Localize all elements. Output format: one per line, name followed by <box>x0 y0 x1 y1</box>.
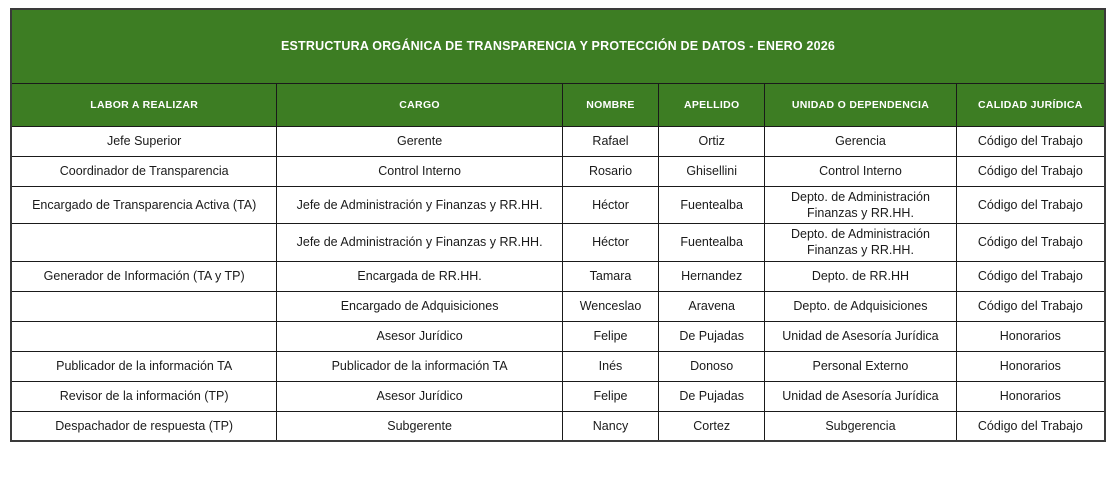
table-cell: Código del Trabajo <box>956 224 1105 262</box>
table-cell: Código del Trabajo <box>956 126 1105 156</box>
table-cell: Jefe de Administración y Finanzas y RR.HH. <box>277 224 563 262</box>
table-cell: Jefe de Administración y Finanzas y RR.HH. <box>277 186 563 224</box>
table-cell: Código del Trabajo <box>956 261 1105 291</box>
table-cell: Honorarios <box>956 351 1105 381</box>
table-cell: Gerencia <box>765 126 956 156</box>
table-cell: Donoso <box>659 351 765 381</box>
table-cell: Héctor <box>562 224 658 262</box>
column-header-calidad-juridica: CALIDAD JURÍDICA <box>956 83 1105 126</box>
table-row <box>11 351 1105 381</box>
column-header-nombre: NOMBRE <box>562 83 658 126</box>
table-cell: Wenceslao <box>562 291 658 321</box>
table-row <box>11 156 1105 186</box>
table-cell: Fuentealba <box>659 186 765 224</box>
table-cell: Ortiz <box>659 126 765 156</box>
table-cell: Personal Externo <box>765 351 956 381</box>
table-row <box>11 126 1105 156</box>
table-row <box>11 321 1105 351</box>
table-cell: Unidad de Asesoría Jurídica <box>765 321 956 351</box>
table-cell: Rafael <box>562 126 658 156</box>
table-cell: Asesor Jurídico <box>277 381 563 411</box>
table-cell: Código del Trabajo <box>956 186 1105 224</box>
table-cell: Depto. de RR.HH <box>765 261 956 291</box>
table-cell: Subgerente <box>277 411 563 441</box>
table-cell: Despachador de respuesta (TP) <box>11 411 277 441</box>
table-cell: Coordinador de Transparencia <box>11 156 277 186</box>
table-cell: Rosario <box>562 156 658 186</box>
table-cell: Publicador de la información TA <box>277 351 563 381</box>
table-cell: Código del Trabajo <box>956 291 1105 321</box>
table-cell: Código del Trabajo <box>956 156 1105 186</box>
header-row <box>11 83 1105 126</box>
table-cell: Asesor Jurídico <box>277 321 563 351</box>
table-cell: Felipe <box>562 381 658 411</box>
table-cell: Subgerencia <box>765 411 956 441</box>
table-cell: Publicador de la información TA <box>11 351 277 381</box>
column-header-labor-a-realizar: LABOR A REALIZAR <box>11 83 277 126</box>
table-cell: Código del Trabajo <box>956 411 1105 441</box>
table-cell: Jefe Superior <box>11 126 277 156</box>
column-header-unidad-o-dependencia: UNIDAD O DEPENDENCIA <box>765 83 956 126</box>
table-cell: Héctor <box>562 186 658 224</box>
table-cell: Honorarios <box>956 321 1105 351</box>
table-cell: Nancy <box>562 411 658 441</box>
table-row <box>11 224 1105 262</box>
table-cell: Aravena <box>659 291 765 321</box>
table-row <box>11 261 1105 291</box>
table-cell: Control Interno <box>277 156 563 186</box>
table-row <box>11 411 1105 441</box>
table-cell: De Pujadas <box>659 321 765 351</box>
table-row <box>11 291 1105 321</box>
table-cell: Depto. de Administración Finanzas y RR.HH. <box>765 224 956 262</box>
table-cell: Fuentealba <box>659 224 765 262</box>
table-row <box>11 381 1105 411</box>
table-cell: Inés <box>562 351 658 381</box>
table-cell <box>11 224 277 262</box>
org-structure-table <box>10 8 1106 442</box>
column-header-cargo: CARGO <box>277 83 563 126</box>
table-cell <box>11 291 277 321</box>
table-cell: Depto. de Administración Finanzas y RR.HH. <box>765 186 956 224</box>
table-cell: Gerente <box>277 126 563 156</box>
table-cell: Hernandez <box>659 261 765 291</box>
table-cell: Encargado de Transparencia Activa (TA) <box>11 186 277 224</box>
table-title: ESTRUCTURA ORGÁNICA DE TRANSPARENCIA Y PROTECCIÓN DE DATOS - ENERO 2026 <box>11 9 1105 83</box>
table-cell: Encargado de Adquisiciones <box>277 291 563 321</box>
table-cell: Depto. de Adquisiciones <box>765 291 956 321</box>
table-cell: Cortez <box>659 411 765 441</box>
table-cell: Felipe <box>562 321 658 351</box>
table-cell: Unidad de Asesoría Jurídica <box>765 381 956 411</box>
table-cell <box>11 321 277 351</box>
table-body <box>11 126 1105 441</box>
table-cell: Ghisellini <box>659 156 765 186</box>
table-cell: Tamara <box>562 261 658 291</box>
column-header-apellido: APELLIDO <box>659 83 765 126</box>
table-cell: Honorarios <box>956 381 1105 411</box>
table-row <box>11 186 1105 224</box>
table-cell: Revisor de la información (TP) <box>11 381 277 411</box>
table-cell: Encargada de RR.HH. <box>277 261 563 291</box>
title-row <box>11 9 1105 83</box>
table-cell: Control Interno <box>765 156 956 186</box>
table-cell: De Pujadas <box>659 381 765 411</box>
table-cell: Generador de Información (TA y TP) <box>11 261 277 291</box>
